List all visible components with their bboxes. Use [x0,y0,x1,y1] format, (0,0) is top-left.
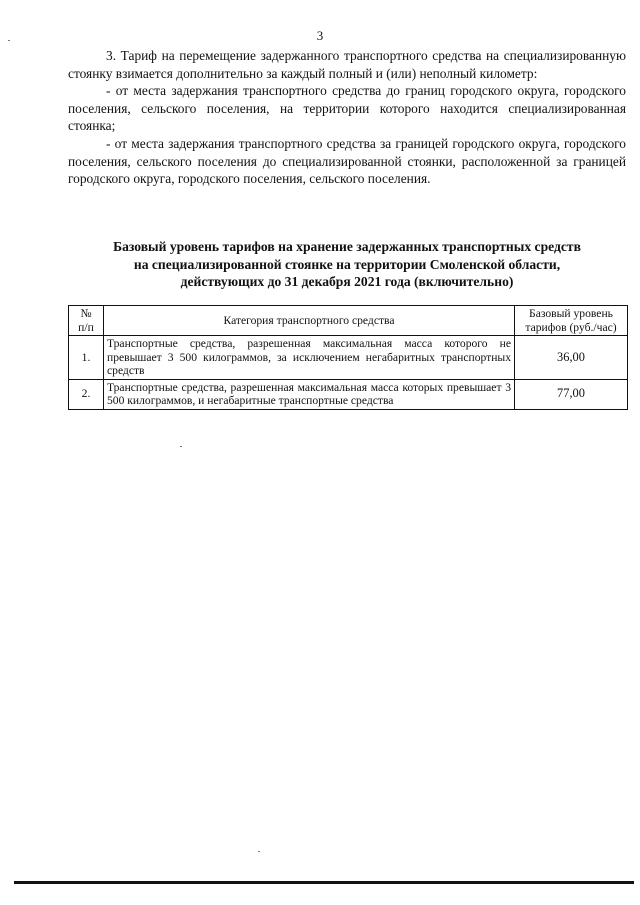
table-row [69,336,628,380]
header-number-symbol: № [80,307,92,320]
scan-speck [180,446,182,447]
scan-speck [8,40,10,41]
tariff-table [68,305,628,410]
row-category: Транспортные средства, разрешенная максимальная масса которого не превышает 3 500 килограммов, за исключением негабаритных транспортных средств [104,336,515,380]
scan-speck [258,851,260,852]
header-number [69,306,104,336]
heading-line-1: Базовый уровень тарифов на хранение задержанных транспортных средств [113,239,581,254]
bottom-rule [14,881,634,884]
row-number: 1. [69,336,104,380]
table-header-row [69,306,628,336]
heading-line-2: на специализированной стоянке на территории Смоленской области, [133,256,561,272]
heading-line-3: действующих до 31 декабря 2021 года (включительно) [180,274,514,289]
row-number: 2. [69,379,104,409]
paragraph-within-boundary: - от места задержания транспортного средства до границ городского округа, городского поселения, сельского поселения, на территории которого находится специализированная стоянка; [68,83,626,134]
row-rate: 77,00 [515,379,628,409]
body-text [68,47,626,188]
paragraph-tariff-clause: 3. Тариф на перемещение задержанного транспортного средства на специализированную стоянку взимается дополнительно за каждый полный и (или) неполный километр: [68,48,626,81]
page-number: 3 [316,28,324,43]
header-number-abbrev: п/п [78,320,94,334]
row-rate: 36,00 [515,336,628,380]
table-row [69,379,628,409]
header-rate: Базовый уровень тарифов (руб./час) [515,306,628,336]
table-heading [68,238,626,291]
header-category: Категория транспортного средства [104,306,515,336]
paragraph-outside-boundary: - от места задержания транспортного средства за границей городского округа, городского поселения, сельского поселения до специализированной стоянки, расположенной за границей городского округа, городского поселения, сельского поселения. [68,135,626,187]
row-category: Транспортные средства, разрешенная максимальная масса которых превышает 3 500 килограммов, и негабаритные транспортные средства [104,379,515,409]
